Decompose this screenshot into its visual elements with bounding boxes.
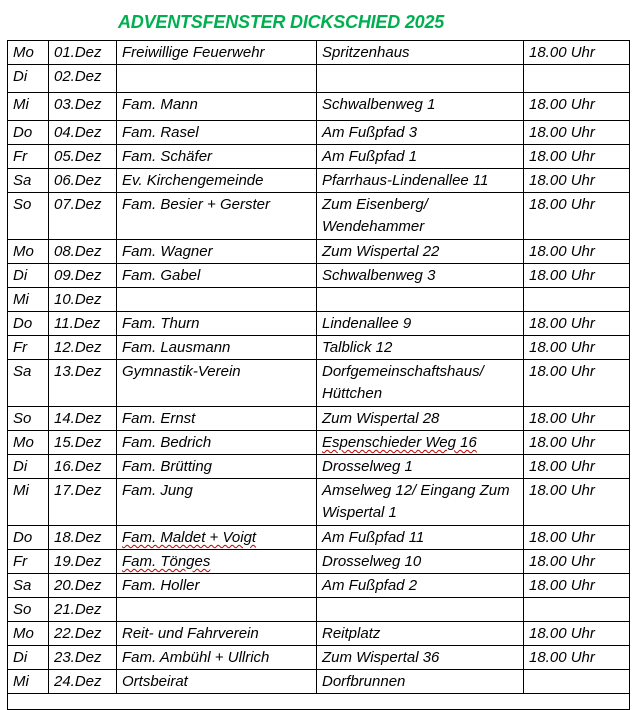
cell-host: Fam. Schäfer [117, 145, 317, 169]
cell-host: Fam. Ernst [117, 407, 317, 431]
cell-time: 18.00 Uhr [524, 264, 630, 288]
cell-place: Dorfbrunnen [317, 670, 524, 694]
cell-host [117, 598, 317, 622]
cell-time: 18.00 Uhr [524, 336, 630, 360]
cell-place: Zum Wispertal 36 [317, 646, 524, 670]
cell-date: 04.Dez [49, 121, 117, 145]
cell-day: Fr [8, 145, 49, 169]
table-row [8, 670, 630, 694]
cell-date: 15.Dez [49, 431, 117, 455]
cell-host: Fam. Lausmann [117, 336, 317, 360]
cell-place: Zum Eisenberg/ Wendehammer [317, 193, 524, 240]
cell-day: Sa [8, 574, 49, 598]
cell-host: Fam. Holler [117, 574, 317, 598]
cell-day: So [8, 193, 49, 240]
cell-day: Do [8, 526, 49, 550]
cell-place: Zum Wispertal 22 [317, 240, 524, 264]
cell-date: 16.Dez [49, 455, 117, 479]
cell-host: Fam. Wagner [117, 240, 317, 264]
cell-place: Lindenallee 9 [317, 312, 524, 336]
cell-day: Fr [8, 336, 49, 360]
cell-date: 06.Dez [49, 169, 117, 193]
cell-host: Fam. Mann [117, 93, 317, 121]
table-row [8, 145, 630, 169]
cell-host: Fam. Jung [117, 479, 317, 526]
spellcheck-text: Espenschieder Weg 16 [322, 434, 477, 451]
cell-time [524, 65, 630, 93]
cell-place: Pfarrhaus-Lindenallee 11 [317, 169, 524, 193]
cell-host: Ev. Kirchengemeinde [117, 169, 317, 193]
cell-time: 18.00 Uhr [524, 574, 630, 598]
cell-time: 18.00 Uhr [524, 455, 630, 479]
cell-place [317, 431, 524, 455]
table-row-empty [8, 694, 630, 710]
table-row [8, 646, 630, 670]
cell-day: Do [8, 121, 49, 145]
cell-host: Fam. Besier + Gerster [117, 193, 317, 240]
cell-place: Amselweg 12/ Eingang Zum Wispertal 1 [317, 479, 524, 526]
cell-place: Am Fußpfad 3 [317, 121, 524, 145]
cell-host: Fam. Bedrich [117, 431, 317, 455]
cell-date: 05.Dez [49, 145, 117, 169]
cell-date: 14.Dez [49, 407, 117, 431]
cell-time: 18.00 Uhr [524, 312, 630, 336]
cell-day: Mi [8, 93, 49, 121]
cell-host: Reit- und Fahrverein [117, 622, 317, 646]
table-row [8, 169, 630, 193]
cell-place: Am Fußpfad 11 [317, 526, 524, 550]
cell-time: 18.00 Uhr [524, 360, 630, 407]
cell-date: 07.Dez [49, 193, 117, 240]
table-row [8, 598, 630, 622]
cell-day: Di [8, 264, 49, 288]
table-row [8, 240, 630, 264]
cell-host: Ortsbeirat [117, 670, 317, 694]
cell-day: Mo [8, 622, 49, 646]
empty-cell [8, 694, 630, 710]
cell-date: 20.Dez [49, 574, 117, 598]
cell-time: 18.00 Uhr [524, 550, 630, 574]
cell-place: Zum Wispertal 28 [317, 407, 524, 431]
cell-day: Di [8, 65, 49, 93]
table-row [8, 121, 630, 145]
table-row [8, 360, 630, 407]
cell-host [117, 526, 317, 550]
cell-date: 18.Dez [49, 526, 117, 550]
cell-date: 01.Dez [49, 41, 117, 65]
table-row [8, 312, 630, 336]
cell-time: 18.00 Uhr [524, 526, 630, 550]
cell-day: Mo [8, 240, 49, 264]
table-row [8, 550, 630, 574]
cell-date: 13.Dez [49, 360, 117, 407]
cell-place: Spritzenhaus [317, 41, 524, 65]
cell-day: Mi [8, 479, 49, 526]
cell-day: Di [8, 646, 49, 670]
cell-date: 11.Dez [49, 312, 117, 336]
cell-time: 18.00 Uhr [524, 479, 630, 526]
cell-day: Fr [8, 550, 49, 574]
cell-time: 18.00 Uhr [524, 646, 630, 670]
cell-place: Drosselweg 1 [317, 455, 524, 479]
cell-host: Fam. Gabel [117, 264, 317, 288]
cell-host: Fam. Ambühl + Ullrich [117, 646, 317, 670]
cell-day: Sa [8, 360, 49, 407]
cell-time: 18.00 Uhr [524, 41, 630, 65]
cell-place [317, 65, 524, 93]
table-row [8, 193, 630, 240]
cell-host: Fam. Thurn [117, 312, 317, 336]
cell-place: Drosselweg 10 [317, 550, 524, 574]
cell-date: 17.Dez [49, 479, 117, 526]
table-row [8, 622, 630, 646]
cell-host [117, 65, 317, 93]
cell-time: 18.00 Uhr [524, 431, 630, 455]
cell-day: Mo [8, 41, 49, 65]
cell-place [317, 598, 524, 622]
table-row [8, 526, 630, 550]
cell-time: 18.00 Uhr [524, 121, 630, 145]
cell-host: Fam. Rasel [117, 121, 317, 145]
cell-host [117, 550, 317, 574]
spellcheck-text: Fam. Maldet + Voigt [122, 529, 257, 546]
cell-day: Mi [8, 670, 49, 694]
table-row [8, 431, 630, 455]
cell-time: 18.00 Uhr [524, 193, 630, 240]
table-row [8, 65, 630, 93]
cell-date: 03.Dez [49, 93, 117, 121]
cell-host: Freiwillige Feuerwehr [117, 41, 317, 65]
table-row [8, 288, 630, 312]
cell-day: Sa [8, 169, 49, 193]
table-row [8, 479, 630, 526]
cell-time [524, 598, 630, 622]
cell-date: 09.Dez [49, 264, 117, 288]
cell-time: 18.00 Uhr [524, 93, 630, 121]
cell-host [117, 288, 317, 312]
cell-time: 18.00 Uhr [524, 169, 630, 193]
schedule-body [8, 41, 630, 710]
cell-date: 23.Dez [49, 646, 117, 670]
cell-day: So [8, 407, 49, 431]
cell-date: 24.Dez [49, 670, 117, 694]
spellcheck-text: Fam. Tönges [122, 553, 211, 570]
cell-place: Am Fußpfad 1 [317, 145, 524, 169]
cell-place: Am Fußpfad 2 [317, 574, 524, 598]
cell-time: 18.00 Uhr [524, 145, 630, 169]
page-title: ADVENTSFENSTER DICKSCHIED 2025 [118, 12, 445, 32]
cell-host: Gymnastik-Verein [117, 360, 317, 407]
table-row [8, 93, 630, 121]
cell-time [524, 288, 630, 312]
cell-date: 02.Dez [49, 65, 117, 93]
cell-place: Talblick 12 [317, 336, 524, 360]
cell-time: 18.00 Uhr [524, 622, 630, 646]
cell-host: Fam. Brütting [117, 455, 317, 479]
schedule-table [7, 40, 630, 710]
cell-time: 18.00 Uhr [524, 240, 630, 264]
cell-day: Do [8, 312, 49, 336]
table-row [8, 574, 630, 598]
cell-date: 12.Dez [49, 336, 117, 360]
cell-date: 08.Dez [49, 240, 117, 264]
cell-day: Di [8, 455, 49, 479]
cell-date: 21.Dez [49, 598, 117, 622]
cell-place: Dorfgemeinschaftshaus/ Hüttchen [317, 360, 524, 407]
cell-place: Schwalbenweg 1 [317, 93, 524, 121]
table-row [8, 336, 630, 360]
table-row [8, 455, 630, 479]
cell-day: Mo [8, 431, 49, 455]
cell-date: 19.Dez [49, 550, 117, 574]
cell-time: 18.00 Uhr [524, 407, 630, 431]
cell-day: So [8, 598, 49, 622]
cell-place: Schwalbenweg 3 [317, 264, 524, 288]
cell-time [524, 670, 630, 694]
cell-day: Mi [8, 288, 49, 312]
cell-date: 10.Dez [49, 288, 117, 312]
table-row [8, 264, 630, 288]
table-row [8, 41, 630, 65]
cell-date: 22.Dez [49, 622, 117, 646]
cell-place [317, 288, 524, 312]
cell-place: Reitplatz [317, 622, 524, 646]
table-row [8, 407, 630, 431]
